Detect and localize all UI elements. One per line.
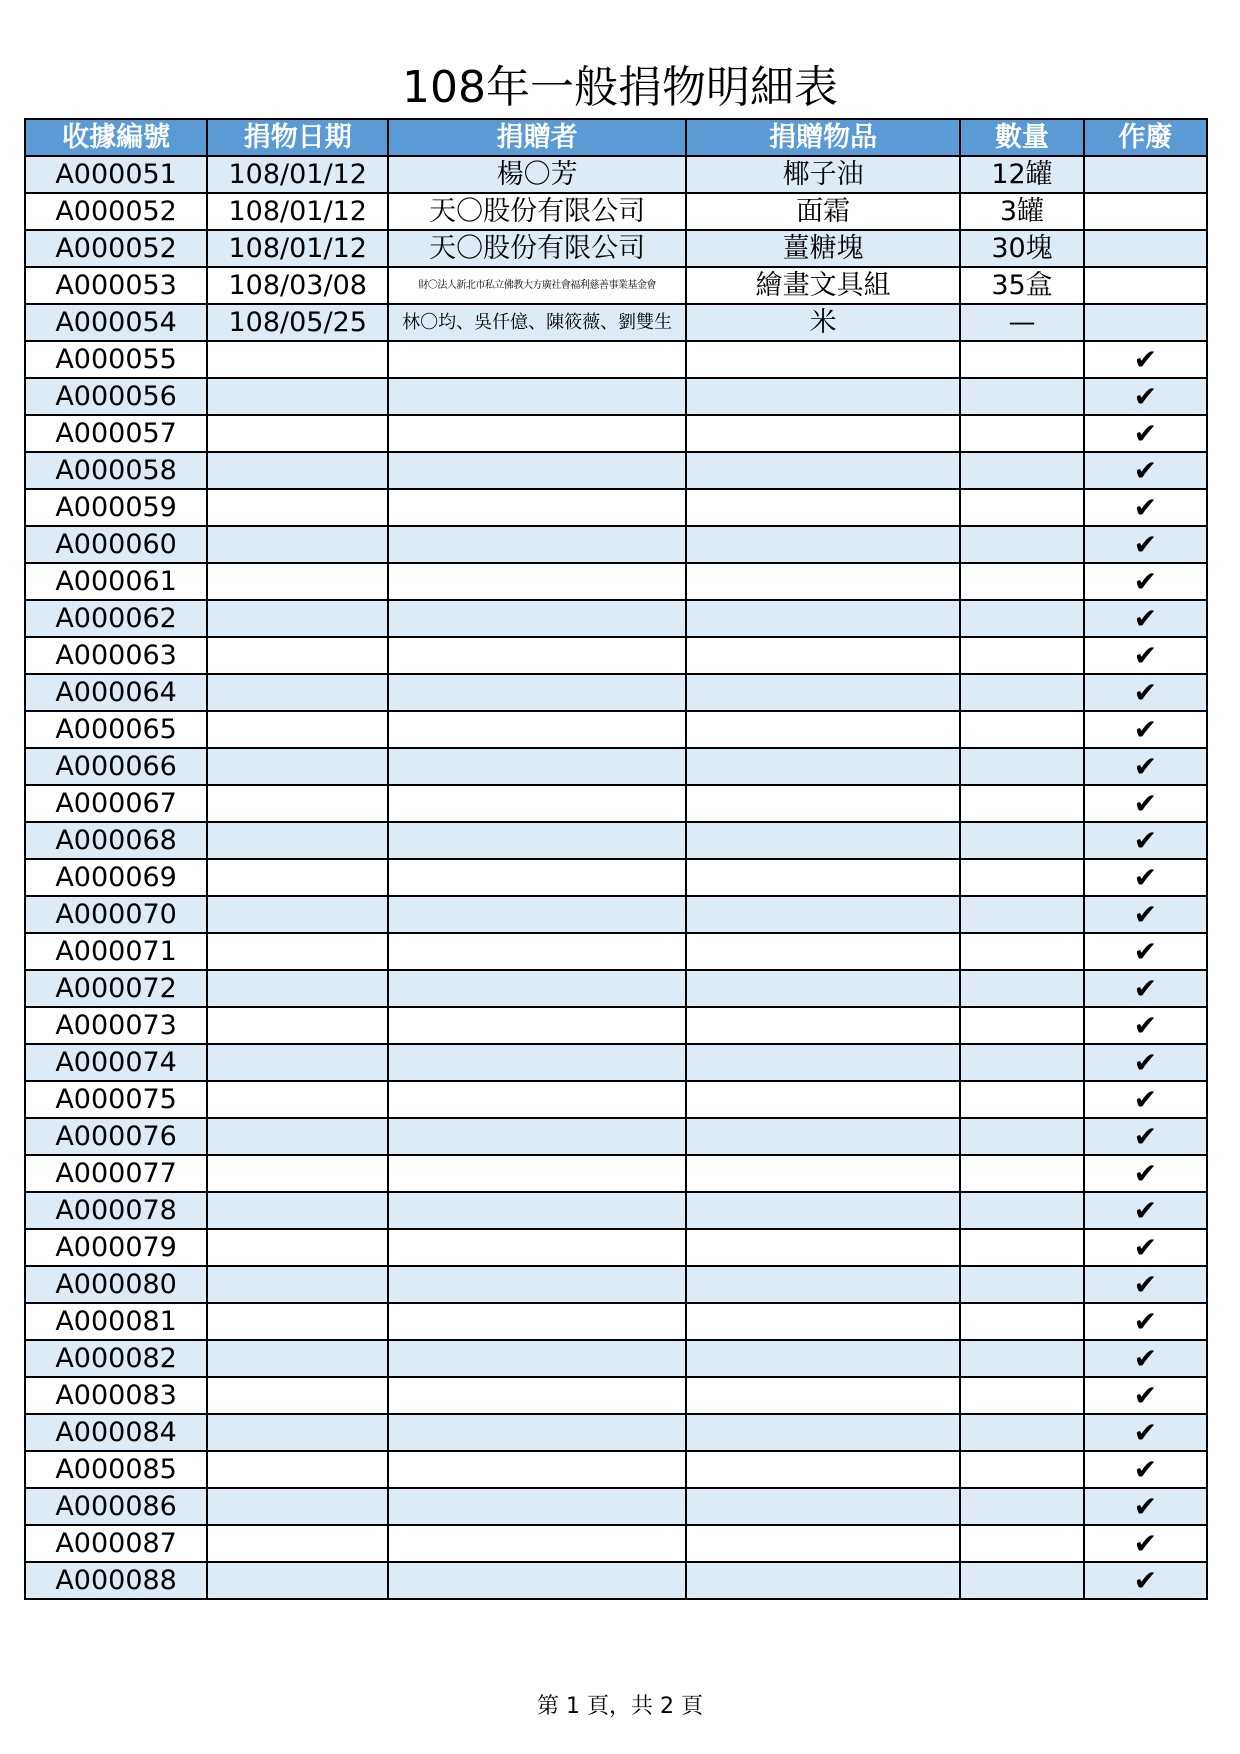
donor-cell: [388, 674, 686, 711]
date-cell: [207, 452, 388, 489]
void-cell: [1084, 304, 1207, 341]
table-row: [25, 1044, 1207, 1081]
receipt-no-cell: A000053: [25, 267, 207, 304]
date-cell: [207, 1192, 388, 1229]
void-cell: ✔: [1084, 674, 1207, 711]
void-cell: ✔: [1084, 452, 1207, 489]
quantity-cell: [960, 1488, 1083, 1525]
table-row: [25, 156, 1207, 193]
table-row: [25, 267, 1207, 304]
donor-cell: [388, 526, 686, 563]
table-row: [25, 1192, 1207, 1229]
item-cell: [686, 1007, 960, 1044]
receipt-no-cell: A000080: [25, 1266, 207, 1303]
void-cell: ✔: [1084, 785, 1207, 822]
item-cell: [686, 970, 960, 1007]
quantity-cell: [960, 1525, 1083, 1562]
item-cell: [686, 933, 960, 970]
donor-cell: 財〇法人新北市私立佛教大方廣社會福利慈善事業基金會: [388, 267, 686, 304]
void-cell: ✔: [1084, 637, 1207, 674]
item-cell: [686, 1525, 960, 1562]
donor-cell: [388, 748, 686, 785]
receipt-no-cell: A000083: [25, 1377, 207, 1414]
receipt-no-cell: A000084: [25, 1414, 207, 1451]
receipt-no-cell: A000062: [25, 600, 207, 637]
table-row: [25, 1562, 1207, 1599]
receipt-no-cell: A000057: [25, 415, 207, 452]
quantity-cell: [960, 341, 1083, 378]
donor-cell: [388, 600, 686, 637]
quantity-cell: [960, 822, 1083, 859]
quantity-cell: [960, 933, 1083, 970]
void-cell: ✔: [1084, 378, 1207, 415]
receipt-no-cell: A000081: [25, 1303, 207, 1340]
receipt-no-cell: A000065: [25, 711, 207, 748]
item-cell: [686, 452, 960, 489]
receipt-no-cell: A000056: [25, 378, 207, 415]
item-cell: [686, 563, 960, 600]
item-cell: [686, 1155, 960, 1192]
donor-cell: [388, 1044, 686, 1081]
receipt-no-cell: A000055: [25, 341, 207, 378]
date-cell: 108/01/12: [207, 230, 388, 267]
item-cell: 椰子油: [686, 156, 960, 193]
receipt-no-cell: A000087: [25, 1525, 207, 1562]
void-cell: ✔: [1084, 1451, 1207, 1488]
table-row: [25, 452, 1207, 489]
quantity-cell: [960, 711, 1083, 748]
receipt-no-cell: A000088: [25, 1562, 207, 1599]
donor-cell: [388, 637, 686, 674]
void-cell: ✔: [1084, 933, 1207, 970]
item-cell: [686, 896, 960, 933]
date-cell: [207, 1377, 388, 1414]
donor-cell: [388, 1562, 686, 1599]
quantity-cell: [960, 1377, 1083, 1414]
quantity-cell: [960, 526, 1083, 563]
quantity-cell: [960, 1007, 1083, 1044]
receipt-no-cell: A000071: [25, 933, 207, 970]
item-cell: [686, 378, 960, 415]
date-cell: [207, 1562, 388, 1599]
date-cell: [207, 1118, 388, 1155]
void-cell: ✔: [1084, 1340, 1207, 1377]
receipt-no-cell: A000060: [25, 526, 207, 563]
void-cell: [1084, 230, 1207, 267]
donor-cell: 林〇均、吳仟億、陳筱薇、劉雙生: [388, 304, 686, 341]
donor-cell: [388, 1303, 686, 1340]
table-row: [25, 1229, 1207, 1266]
table-row: [25, 1303, 1207, 1340]
date-cell: [207, 1081, 388, 1118]
donor-cell: [388, 1266, 686, 1303]
date-cell: [207, 785, 388, 822]
donor-cell: [388, 563, 686, 600]
date-cell: [207, 1488, 388, 1525]
donor-cell: [388, 859, 686, 896]
quantity-cell: [960, 1229, 1083, 1266]
quantity-cell: [960, 785, 1083, 822]
column-header-receipt-no: 收據編號: [25, 119, 207, 156]
quantity-cell: [960, 1303, 1083, 1340]
table-row: [25, 1414, 1207, 1451]
donor-cell: [388, 1192, 686, 1229]
void-cell: ✔: [1084, 526, 1207, 563]
donor-cell: [388, 489, 686, 526]
quantity-cell: [960, 748, 1083, 785]
void-cell: ✔: [1084, 1266, 1207, 1303]
quantity-cell: 12罐: [960, 156, 1083, 193]
donor-cell: [388, 1377, 686, 1414]
table-row: [25, 193, 1207, 230]
date-cell: [207, 859, 388, 896]
table-row: [25, 896, 1207, 933]
void-cell: ✔: [1084, 748, 1207, 785]
donor-cell: 天〇股份有限公司: [388, 193, 686, 230]
page-title: 108年一般捐物明細表: [402, 62, 838, 113]
date-cell: 108/01/12: [207, 156, 388, 193]
date-cell: [207, 1229, 388, 1266]
table-row: [25, 711, 1207, 748]
receipt-no-cell: A000067: [25, 785, 207, 822]
receipt-no-cell: A000074: [25, 1044, 207, 1081]
date-cell: [207, 1340, 388, 1377]
date-cell: [207, 415, 388, 452]
table-row: [25, 415, 1207, 452]
donor-cell: [388, 1155, 686, 1192]
date-cell: [207, 489, 388, 526]
item-cell: [686, 1081, 960, 1118]
void-cell: ✔: [1084, 970, 1207, 1007]
table-row: [25, 748, 1207, 785]
receipt-no-cell: A000075: [25, 1081, 207, 1118]
date-cell: 108/05/25: [207, 304, 388, 341]
item-cell: [686, 1303, 960, 1340]
quantity-cell: [960, 970, 1083, 1007]
void-cell: ✔: [1084, 822, 1207, 859]
item-cell: 米: [686, 304, 960, 341]
date-cell: [207, 933, 388, 970]
table-row: [25, 563, 1207, 600]
quantity-cell: [960, 896, 1083, 933]
void-cell: ✔: [1084, 1118, 1207, 1155]
donor-cell: [388, 1340, 686, 1377]
item-cell: [686, 674, 960, 711]
void-cell: ✔: [1084, 489, 1207, 526]
table-row: [25, 822, 1207, 859]
column-header-quantity: 數量: [960, 119, 1083, 156]
quantity-cell: [960, 563, 1083, 600]
date-cell: [207, 1044, 388, 1081]
table-row: [25, 1340, 1207, 1377]
table-body: [25, 156, 1207, 1599]
item-cell: [686, 1192, 960, 1229]
void-cell: ✔: [1084, 1488, 1207, 1525]
donor-cell: [388, 1451, 686, 1488]
receipt-no-cell: A000082: [25, 1340, 207, 1377]
table-row: [25, 378, 1207, 415]
void-cell: ✔: [1084, 600, 1207, 637]
void-cell: [1084, 156, 1207, 193]
void-cell: ✔: [1084, 1044, 1207, 1081]
void-cell: ✔: [1084, 1229, 1207, 1266]
column-header-void: 作廢: [1084, 119, 1207, 156]
donor-cell: [388, 1414, 686, 1451]
receipt-no-cell: A000069: [25, 859, 207, 896]
item-cell: [686, 1414, 960, 1451]
void-cell: ✔: [1084, 1525, 1207, 1562]
item-cell: [686, 785, 960, 822]
quantity-cell: [960, 378, 1083, 415]
void-cell: [1084, 267, 1207, 304]
table-row: [25, 1155, 1207, 1192]
quantity-cell: [960, 489, 1083, 526]
date-cell: [207, 1414, 388, 1451]
table-row: [25, 1525, 1207, 1562]
date-cell: [207, 1155, 388, 1192]
column-header-item: 捐贈物品: [686, 119, 960, 156]
table-row: [25, 1081, 1207, 1118]
item-cell: 繪畫文具組: [686, 267, 960, 304]
table-row: [25, 933, 1207, 970]
quantity-cell: [960, 1118, 1083, 1155]
quantity-cell: [960, 1266, 1083, 1303]
donor-cell: [388, 1488, 686, 1525]
void-cell: ✔: [1084, 859, 1207, 896]
item-cell: [686, 637, 960, 674]
donor-cell: [388, 1118, 686, 1155]
quantity-cell: 3罐: [960, 193, 1083, 230]
receipt-no-cell: A000059: [25, 489, 207, 526]
receipt-no-cell: A000078: [25, 1192, 207, 1229]
quantity-cell: [960, 1340, 1083, 1377]
table-row: [25, 674, 1207, 711]
date-cell: [207, 637, 388, 674]
quantity-cell: 35盒: [960, 267, 1083, 304]
item-cell: [686, 1229, 960, 1266]
item-cell: [686, 822, 960, 859]
donor-cell: 天〇股份有限公司: [388, 230, 686, 267]
item-cell: [686, 341, 960, 378]
quantity-cell: [960, 1192, 1083, 1229]
table-header: [25, 119, 1207, 156]
date-cell: [207, 1303, 388, 1340]
receipt-no-cell: A000058: [25, 452, 207, 489]
date-cell: [207, 896, 388, 933]
quantity-cell: [960, 415, 1083, 452]
header-row: [25, 119, 1207, 156]
item-cell: [686, 1562, 960, 1599]
quantity-cell: [960, 674, 1083, 711]
donor-cell: [388, 415, 686, 452]
quantity-cell: [960, 1081, 1083, 1118]
void-cell: ✔: [1084, 563, 1207, 600]
donor-cell: [388, 1007, 686, 1044]
void-cell: ✔: [1084, 1303, 1207, 1340]
receipt-no-cell: A000072: [25, 970, 207, 1007]
void-cell: ✔: [1084, 896, 1207, 933]
item-cell: [686, 1451, 960, 1488]
item-cell: 薑糖塊: [686, 230, 960, 267]
quantity-cell: [960, 637, 1083, 674]
date-cell: [207, 711, 388, 748]
date-cell: [207, 674, 388, 711]
column-header-date: 捐物日期: [207, 119, 388, 156]
table-row: [25, 1266, 1207, 1303]
void-cell: ✔: [1084, 1562, 1207, 1599]
receipt-no-cell: A000077: [25, 1155, 207, 1192]
column-header-donor: 捐贈者: [388, 119, 686, 156]
donor-cell: [388, 785, 686, 822]
void-cell: ✔: [1084, 711, 1207, 748]
date-cell: [207, 600, 388, 637]
table-row: [25, 637, 1207, 674]
table-row: [25, 341, 1207, 378]
receipt-no-cell: A000085: [25, 1451, 207, 1488]
receipt-no-cell: A000061: [25, 563, 207, 600]
date-cell: [207, 563, 388, 600]
item-cell: [686, 526, 960, 563]
table-row: [25, 230, 1207, 267]
quantity-cell: [960, 1044, 1083, 1081]
item-cell: [686, 859, 960, 896]
date-cell: [207, 1525, 388, 1562]
void-cell: ✔: [1084, 1007, 1207, 1044]
date-cell: [207, 1007, 388, 1044]
receipt-no-cell: A000052: [25, 230, 207, 267]
table-row: [25, 970, 1207, 1007]
quantity-cell: 30塊: [960, 230, 1083, 267]
void-cell: ✔: [1084, 1414, 1207, 1451]
donor-cell: [388, 1081, 686, 1118]
receipt-no-cell: A000052: [25, 193, 207, 230]
donor-cell: [388, 1525, 686, 1562]
receipt-no-cell: A000063: [25, 637, 207, 674]
date-cell: [207, 1451, 388, 1488]
donor-cell: [388, 711, 686, 748]
date-cell: [207, 341, 388, 378]
table-row: [25, 1007, 1207, 1044]
table-row: [25, 1118, 1207, 1155]
date-cell: [207, 378, 388, 415]
table-row: [25, 1451, 1207, 1488]
date-cell: [207, 970, 388, 1007]
receipt-no-cell: A000068: [25, 822, 207, 859]
item-cell: [686, 1377, 960, 1414]
receipt-no-cell: A000076: [25, 1118, 207, 1155]
date-cell: 108/03/08: [207, 267, 388, 304]
table-row: [25, 489, 1207, 526]
date-cell: 108/01/12: [207, 193, 388, 230]
quantity-cell: [960, 1155, 1083, 1192]
void-cell: ✔: [1084, 1377, 1207, 1414]
table-row: [25, 526, 1207, 563]
item-cell: [686, 748, 960, 785]
date-cell: [207, 526, 388, 563]
date-cell: [207, 1266, 388, 1303]
date-cell: [207, 748, 388, 785]
table-row: [25, 600, 1207, 637]
item-cell: [686, 711, 960, 748]
item-cell: [686, 1488, 960, 1525]
item-cell: [686, 600, 960, 637]
item-cell: [686, 1266, 960, 1303]
donor-cell: [388, 452, 686, 489]
void-cell: [1084, 193, 1207, 230]
void-cell: ✔: [1084, 1081, 1207, 1118]
receipt-no-cell: A000070: [25, 896, 207, 933]
item-cell: 面霜: [686, 193, 960, 230]
table-row: [25, 1488, 1207, 1525]
quantity-cell: [960, 1562, 1083, 1599]
void-cell: ✔: [1084, 1155, 1207, 1192]
receipt-no-cell: A000064: [25, 674, 207, 711]
table-row: [25, 1377, 1207, 1414]
void-cell: ✔: [1084, 415, 1207, 452]
quantity-cell: [960, 600, 1083, 637]
receipt-no-cell: A000054: [25, 304, 207, 341]
void-cell: ✔: [1084, 1192, 1207, 1229]
donor-cell: [388, 1229, 686, 1266]
receipt-no-cell: A000073: [25, 1007, 207, 1044]
item-cell: [686, 1118, 960, 1155]
void-cell: ✔: [1084, 341, 1207, 378]
quantity-cell: —: [960, 304, 1083, 341]
item-cell: [686, 1340, 960, 1377]
table-row: [25, 304, 1207, 341]
quantity-cell: [960, 452, 1083, 489]
donation-table: [24, 118, 1208, 1600]
item-cell: [686, 489, 960, 526]
receipt-no-cell: A000086: [25, 1488, 207, 1525]
donor-cell: [388, 341, 686, 378]
donor-cell: [388, 822, 686, 859]
table-row: [25, 859, 1207, 896]
quantity-cell: [960, 1414, 1083, 1451]
donor-cell: [388, 933, 686, 970]
quantity-cell: [960, 859, 1083, 896]
receipt-no-cell: A000066: [25, 748, 207, 785]
receipt-no-cell: A000051: [25, 156, 207, 193]
donor-cell: [388, 970, 686, 1007]
table-row: [25, 785, 1207, 822]
item-cell: [686, 415, 960, 452]
date-cell: [207, 822, 388, 859]
donor-cell: 楊〇芳: [388, 156, 686, 193]
receipt-no-cell: A000079: [25, 1229, 207, 1266]
donor-cell: [388, 896, 686, 933]
donor-cell: [388, 378, 686, 415]
page-footer: 第 1 頁，共 2 頁: [537, 1694, 703, 1719]
item-cell: [686, 1044, 960, 1081]
quantity-cell: [960, 1451, 1083, 1488]
